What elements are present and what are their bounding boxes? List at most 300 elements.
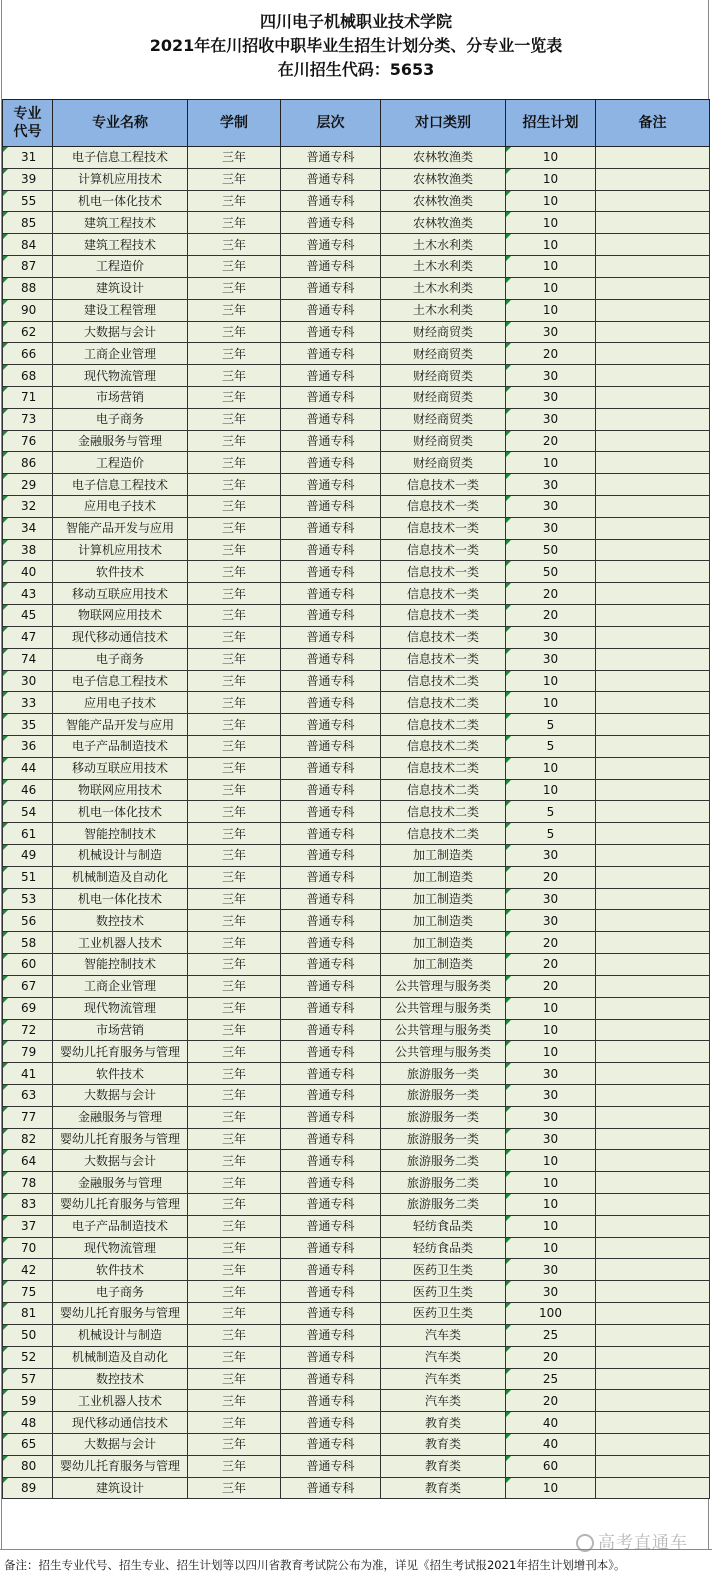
table-row — [3, 1063, 710, 1085]
cell-level: 普通专科 — [281, 1455, 381, 1477]
table-row — [3, 365, 710, 387]
cell-duration: 三年 — [188, 539, 281, 561]
table-row — [3, 1041, 710, 1063]
cell-code: 75 — [3, 1281, 53, 1303]
cell-duration: 三年 — [188, 496, 281, 518]
cell-mark — [596, 1390, 710, 1412]
cell-level: 普通专科 — [281, 234, 381, 256]
cell-level: 普通专科 — [281, 321, 381, 343]
cell-plannum: 10 — [506, 1019, 596, 1041]
cell-level: 普通专科 — [281, 975, 381, 997]
cell-duration: 三年 — [188, 932, 281, 954]
cell-plannum: 5 — [506, 801, 596, 823]
cell-code: 44 — [3, 757, 53, 779]
cell-code: 63 — [3, 1084, 53, 1106]
table-row — [3, 496, 710, 518]
cell-level: 普通专科 — [281, 386, 381, 408]
cell-code: 36 — [3, 735, 53, 757]
cell-plannum: 10 — [506, 779, 596, 801]
cell-plannum: 30 — [506, 910, 596, 932]
cell-major: 机械制造及自动化 — [53, 866, 188, 888]
cell-code: 50 — [3, 1324, 53, 1346]
cell-code: 43 — [3, 583, 53, 605]
table-row — [3, 1215, 710, 1237]
cell-plannum: 10 — [506, 1194, 596, 1216]
cell-code: 62 — [3, 321, 53, 343]
cell-duration: 三年 — [188, 910, 281, 932]
cell-mark — [596, 1150, 710, 1172]
cell-major: 金融服务与管理 — [53, 1172, 188, 1194]
cell-mark — [596, 496, 710, 518]
cell-plannum: 10 — [506, 1041, 596, 1063]
cell-mark — [596, 954, 710, 976]
cell-plannum: 10 — [506, 212, 596, 234]
cell-level: 普通专科 — [281, 256, 381, 278]
table-row — [3, 866, 710, 888]
cell-major: 软件技术 — [53, 1259, 188, 1281]
table-row — [3, 583, 710, 605]
cell-level: 普通专科 — [281, 299, 381, 321]
cell-plannum: 25 — [506, 1324, 596, 1346]
cell-plannum: 10 — [506, 1172, 596, 1194]
table-row — [3, 670, 710, 692]
cell-level: 普通专科 — [281, 1390, 381, 1412]
cell-category: 信息技术一类 — [381, 517, 506, 539]
cell-plannum: 10 — [506, 452, 596, 474]
cell-major: 婴幼儿托育服务与管理 — [53, 1194, 188, 1216]
cell-mark — [596, 692, 710, 714]
table-row — [3, 1259, 710, 1281]
cell-code: 35 — [3, 714, 53, 736]
cell-level: 普通专科 — [281, 954, 381, 976]
cell-duration: 三年 — [188, 626, 281, 648]
header-plan: 招生计划 — [506, 100, 596, 147]
cell-major: 大数据与会计 — [53, 1084, 188, 1106]
cell-major: 智能控制技术 — [53, 823, 188, 845]
cell-major: 计算机应用技术 — [53, 539, 188, 561]
cell-category: 公共管理与服务类 — [381, 1041, 506, 1063]
cell-major: 市场营销 — [53, 386, 188, 408]
cell-mark — [596, 1172, 710, 1194]
cell-plannum: 10 — [506, 147, 596, 169]
cell-mark — [596, 932, 710, 954]
cell-duration: 三年 — [188, 1063, 281, 1085]
cell-mark — [596, 517, 710, 539]
cell-level: 普通专科 — [281, 648, 381, 670]
table-row — [3, 1455, 710, 1477]
cell-level: 普通专科 — [281, 1412, 381, 1434]
cell-level: 普通专科 — [281, 1106, 381, 1128]
cell-duration: 三年 — [188, 779, 281, 801]
cell-level: 普通专科 — [281, 997, 381, 1019]
table-row — [3, 845, 710, 867]
cell-category: 教育类 — [381, 1477, 506, 1499]
cell-plannum: 30 — [506, 496, 596, 518]
table-row — [3, 234, 710, 256]
cell-duration: 三年 — [188, 735, 281, 757]
header-code: 专业代号 — [3, 100, 53, 147]
cell-level: 普通专科 — [281, 408, 381, 430]
cell-major: 机械设计与制造 — [53, 845, 188, 867]
cell-code: 40 — [3, 561, 53, 583]
cell-code: 48 — [3, 1412, 53, 1434]
cell-level: 普通专科 — [281, 147, 381, 169]
cell-duration: 三年 — [188, 1412, 281, 1434]
cell-category: 轻纺食品类 — [381, 1215, 506, 1237]
cell-duration: 三年 — [188, 714, 281, 736]
cell-plannum: 20 — [506, 954, 596, 976]
cell-level: 普通专科 — [281, 1433, 381, 1455]
cell-plannum: 20 — [506, 343, 596, 365]
cell-mark — [596, 299, 710, 321]
cell-mark — [596, 626, 710, 648]
cell-category: 医药卫生类 — [381, 1281, 506, 1303]
cell-mark — [596, 648, 710, 670]
cell-category: 公共管理与服务类 — [381, 975, 506, 997]
cell-plannum: 10 — [506, 190, 596, 212]
cell-plannum: 30 — [506, 1084, 596, 1106]
cell-major: 计算机应用技术 — [53, 168, 188, 190]
cell-major: 物联网应用技术 — [53, 605, 188, 627]
cell-duration: 三年 — [188, 1433, 281, 1455]
cell-code: 31 — [3, 147, 53, 169]
table-row — [3, 605, 710, 627]
cell-mark — [596, 866, 710, 888]
table-row — [3, 299, 710, 321]
cell-mark — [596, 1455, 710, 1477]
cell-duration: 三年 — [188, 1150, 281, 1172]
cell-category: 信息技术二类 — [381, 670, 506, 692]
cell-code: 59 — [3, 1390, 53, 1412]
table-row — [3, 1346, 710, 1368]
cell-duration: 三年 — [188, 866, 281, 888]
cell-major: 应用电子技术 — [53, 496, 188, 518]
cell-major: 数控技术 — [53, 1368, 188, 1390]
table-row — [3, 408, 710, 430]
cell-code: 39 — [3, 168, 53, 190]
cell-level: 普通专科 — [281, 517, 381, 539]
table-row — [3, 888, 710, 910]
cell-code: 82 — [3, 1128, 53, 1150]
cell-duration: 三年 — [188, 386, 281, 408]
cell-level: 普通专科 — [281, 1477, 381, 1499]
cell-category: 医药卫生类 — [381, 1303, 506, 1325]
cell-code: 79 — [3, 1041, 53, 1063]
table-row — [3, 714, 710, 736]
cell-major: 建筑设计 — [53, 1477, 188, 1499]
cell-mark — [596, 212, 710, 234]
cell-category: 汽车类 — [381, 1368, 506, 1390]
cell-major: 电子产品制造技术 — [53, 1215, 188, 1237]
cell-major: 智能产品开发与应用 — [53, 714, 188, 736]
cell-level: 普通专科 — [281, 277, 381, 299]
cell-major: 机电一体化技术 — [53, 801, 188, 823]
cell-code: 72 — [3, 1019, 53, 1041]
cell-plannum: 10 — [506, 692, 596, 714]
cell-level: 普通专科 — [281, 1346, 381, 1368]
table-row — [3, 1324, 710, 1346]
cell-major: 电子商务 — [53, 648, 188, 670]
cell-level: 普通专科 — [281, 168, 381, 190]
cell-level: 普通专科 — [281, 452, 381, 474]
cell-code: 42 — [3, 1259, 53, 1281]
cell-plannum: 20 — [506, 1390, 596, 1412]
cell-code: 65 — [3, 1433, 53, 1455]
cell-level: 普通专科 — [281, 1281, 381, 1303]
cell-duration: 三年 — [188, 190, 281, 212]
cell-level: 普通专科 — [281, 932, 381, 954]
cell-code: 46 — [3, 779, 53, 801]
cell-plannum: 30 — [506, 474, 596, 496]
cell-code: 54 — [3, 801, 53, 823]
cell-duration: 三年 — [188, 605, 281, 627]
table-title: 2021年在川招收中职毕业生招生计划分类、分专业一览表 — [149, 36, 563, 55]
cell-duration: 三年 — [188, 474, 281, 496]
cell-major: 电子信息工程技术 — [53, 670, 188, 692]
cell-plannum: 30 — [506, 386, 596, 408]
cell-duration: 三年 — [188, 845, 281, 867]
cell-category: 信息技术二类 — [381, 714, 506, 736]
cell-duration: 三年 — [188, 670, 281, 692]
cell-plannum: 10 — [506, 168, 596, 190]
cell-code: 78 — [3, 1172, 53, 1194]
cell-category: 财经商贸类 — [381, 408, 506, 430]
cell-level: 普通专科 — [281, 866, 381, 888]
table-row — [3, 692, 710, 714]
cell-duration: 三年 — [188, 168, 281, 190]
cell-mark — [596, 1303, 710, 1325]
cell-duration: 三年 — [188, 801, 281, 823]
cell-code: 32 — [3, 496, 53, 518]
cell-category: 信息技术一类 — [381, 648, 506, 670]
cell-code: 76 — [3, 430, 53, 452]
cell-code: 60 — [3, 954, 53, 976]
cell-mark — [596, 1084, 710, 1106]
header-category: 对口类别 — [381, 100, 506, 147]
cell-category: 财经商贸类 — [381, 343, 506, 365]
cell-duration: 三年 — [188, 321, 281, 343]
cell-mark — [596, 801, 710, 823]
cell-mark — [596, 975, 710, 997]
table-row — [3, 910, 710, 932]
table-row — [3, 561, 710, 583]
cell-duration: 三年 — [188, 1281, 281, 1303]
cell-major: 金融服务与管理 — [53, 1106, 188, 1128]
cell-category: 财经商贸类 — [381, 430, 506, 452]
cell-duration: 三年 — [188, 583, 281, 605]
cell-code: 51 — [3, 866, 53, 888]
cell-major: 应用电子技术 — [53, 692, 188, 714]
cell-plannum: 10 — [506, 1215, 596, 1237]
cell-mark — [596, 1368, 710, 1390]
cell-major: 大数据与会计 — [53, 321, 188, 343]
cell-mark — [596, 1019, 710, 1041]
cell-mark — [596, 757, 710, 779]
cell-category: 信息技术一类 — [381, 583, 506, 605]
cell-plannum: 20 — [506, 430, 596, 452]
table-row — [3, 1084, 710, 1106]
cell-category: 土木水利类 — [381, 256, 506, 278]
table-row — [3, 1128, 710, 1150]
table-row — [3, 1106, 710, 1128]
cell-duration: 三年 — [188, 277, 281, 299]
cell-plannum: 10 — [506, 299, 596, 321]
cell-duration: 三年 — [188, 1477, 281, 1499]
cell-code: 73 — [3, 408, 53, 430]
cell-duration: 三年 — [188, 1259, 281, 1281]
cell-category: 信息技术二类 — [381, 735, 506, 757]
cell-duration: 三年 — [188, 1019, 281, 1041]
cell-mark — [596, 168, 710, 190]
cell-code: 58 — [3, 932, 53, 954]
table-row — [3, 430, 710, 452]
table-row — [3, 452, 710, 474]
cell-category: 土木水利类 — [381, 299, 506, 321]
cell-duration: 三年 — [188, 757, 281, 779]
cell-level: 普通专科 — [281, 1063, 381, 1085]
cell-category: 汽车类 — [381, 1390, 506, 1412]
cell-mark — [596, 1259, 710, 1281]
cell-plannum: 20 — [506, 866, 596, 888]
cell-major: 机械制造及自动化 — [53, 1346, 188, 1368]
cell-level: 普通专科 — [281, 1303, 381, 1325]
cell-level: 普通专科 — [281, 1324, 381, 1346]
cell-duration: 三年 — [188, 147, 281, 169]
cell-major: 婴幼儿托育服务与管理 — [53, 1455, 188, 1477]
cell-mark — [596, 1412, 710, 1434]
cell-duration: 三年 — [188, 299, 281, 321]
cell-category: 财经商贸类 — [381, 321, 506, 343]
cell-category: 信息技术一类 — [381, 626, 506, 648]
cell-mark — [596, 1106, 710, 1128]
cell-code: 38 — [3, 539, 53, 561]
cell-level: 普通专科 — [281, 539, 381, 561]
cell-level: 普通专科 — [281, 561, 381, 583]
cell-category: 加工制造类 — [381, 910, 506, 932]
cell-category: 加工制造类 — [381, 932, 506, 954]
header-duration: 学制 — [188, 100, 281, 147]
cell-mark — [596, 1346, 710, 1368]
table-row — [3, 212, 710, 234]
cell-duration: 三年 — [188, 1041, 281, 1063]
cell-duration: 三年 — [188, 212, 281, 234]
cell-level: 普通专科 — [281, 496, 381, 518]
cell-mark — [596, 277, 710, 299]
cell-code: 87 — [3, 256, 53, 278]
cell-level: 普通专科 — [281, 212, 381, 234]
cell-code: 86 — [3, 452, 53, 474]
cell-code: 83 — [3, 1194, 53, 1216]
cell-category: 农林牧渔类 — [381, 212, 506, 234]
cell-mark — [596, 256, 710, 278]
header-major: 专业名称 — [53, 100, 188, 147]
cell-duration: 三年 — [188, 888, 281, 910]
cell-plannum: 20 — [506, 605, 596, 627]
cell-major: 工商企业管理 — [53, 343, 188, 365]
cell-code: 71 — [3, 386, 53, 408]
cell-level: 普通专科 — [281, 365, 381, 387]
cell-level: 普通专科 — [281, 1194, 381, 1216]
cell-code: 67 — [3, 975, 53, 997]
admission-code: 在川招生代码：5653 — [277, 60, 435, 79]
cell-category: 信息技术一类 — [381, 474, 506, 496]
cell-duration: 三年 — [188, 1237, 281, 1259]
cell-duration: 三年 — [188, 975, 281, 997]
cell-level: 普通专科 — [281, 670, 381, 692]
cell-level: 普通专科 — [281, 714, 381, 736]
cell-level: 普通专科 — [281, 1172, 381, 1194]
cell-code: 85 — [3, 212, 53, 234]
cell-mark — [596, 845, 710, 867]
cell-duration: 三年 — [188, 452, 281, 474]
cell-level: 普通专科 — [281, 845, 381, 867]
cell-major: 工业机器人技术 — [53, 932, 188, 954]
cell-plannum: 100 — [506, 1303, 596, 1325]
cell-duration: 三年 — [188, 1128, 281, 1150]
table-row — [3, 539, 710, 561]
cell-plannum: 10 — [506, 757, 596, 779]
cell-category: 公共管理与服务类 — [381, 1019, 506, 1041]
cell-duration: 三年 — [188, 1368, 281, 1390]
cell-mark — [596, 1063, 710, 1085]
cell-category: 教育类 — [381, 1455, 506, 1477]
table-row — [3, 954, 710, 976]
cell-code: 89 — [3, 1477, 53, 1499]
cell-category: 信息技术一类 — [381, 561, 506, 583]
cell-mark — [596, 474, 710, 496]
cell-duration: 三年 — [188, 365, 281, 387]
cell-category: 加工制造类 — [381, 954, 506, 976]
cell-major: 现代物流管理 — [53, 365, 188, 387]
cell-plannum: 10 — [506, 234, 596, 256]
cell-category: 信息技术一类 — [381, 605, 506, 627]
enrollment-plan-table — [2, 99, 710, 1499]
table-row — [3, 1412, 710, 1434]
table-row — [3, 1019, 710, 1041]
table-row — [3, 1281, 710, 1303]
table-row — [3, 343, 710, 365]
cell-category: 信息技术二类 — [381, 692, 506, 714]
cell-level: 普通专科 — [281, 779, 381, 801]
cell-major: 电子商务 — [53, 408, 188, 430]
cell-level: 普通专科 — [281, 1259, 381, 1281]
cell-mark — [596, 910, 710, 932]
cell-major: 工程造价 — [53, 256, 188, 278]
cell-plannum: 60 — [506, 1455, 596, 1477]
cell-code: 45 — [3, 605, 53, 627]
cell-plannum: 5 — [506, 714, 596, 736]
cell-category: 旅游服务一类 — [381, 1063, 506, 1085]
cell-mark — [596, 1281, 710, 1303]
cell-major: 大数据与会计 — [53, 1150, 188, 1172]
cell-plannum: 10 — [506, 256, 596, 278]
cell-code: 88 — [3, 277, 53, 299]
cell-major: 婴幼儿托育服务与管理 — [53, 1041, 188, 1063]
cell-duration: 三年 — [188, 561, 281, 583]
cell-major: 数控技术 — [53, 910, 188, 932]
cell-code: 37 — [3, 1215, 53, 1237]
cell-level: 普通专科 — [281, 1150, 381, 1172]
header-remark: 备注 — [596, 100, 710, 147]
cell-category: 农林牧渔类 — [381, 168, 506, 190]
cell-plannum: 30 — [506, 845, 596, 867]
table-row — [3, 277, 710, 299]
cell-level: 普通专科 — [281, 343, 381, 365]
cell-category: 信息技术二类 — [381, 779, 506, 801]
cell-plannum: 20 — [506, 932, 596, 954]
cell-plannum: 30 — [506, 1281, 596, 1303]
cell-duration: 三年 — [188, 1324, 281, 1346]
